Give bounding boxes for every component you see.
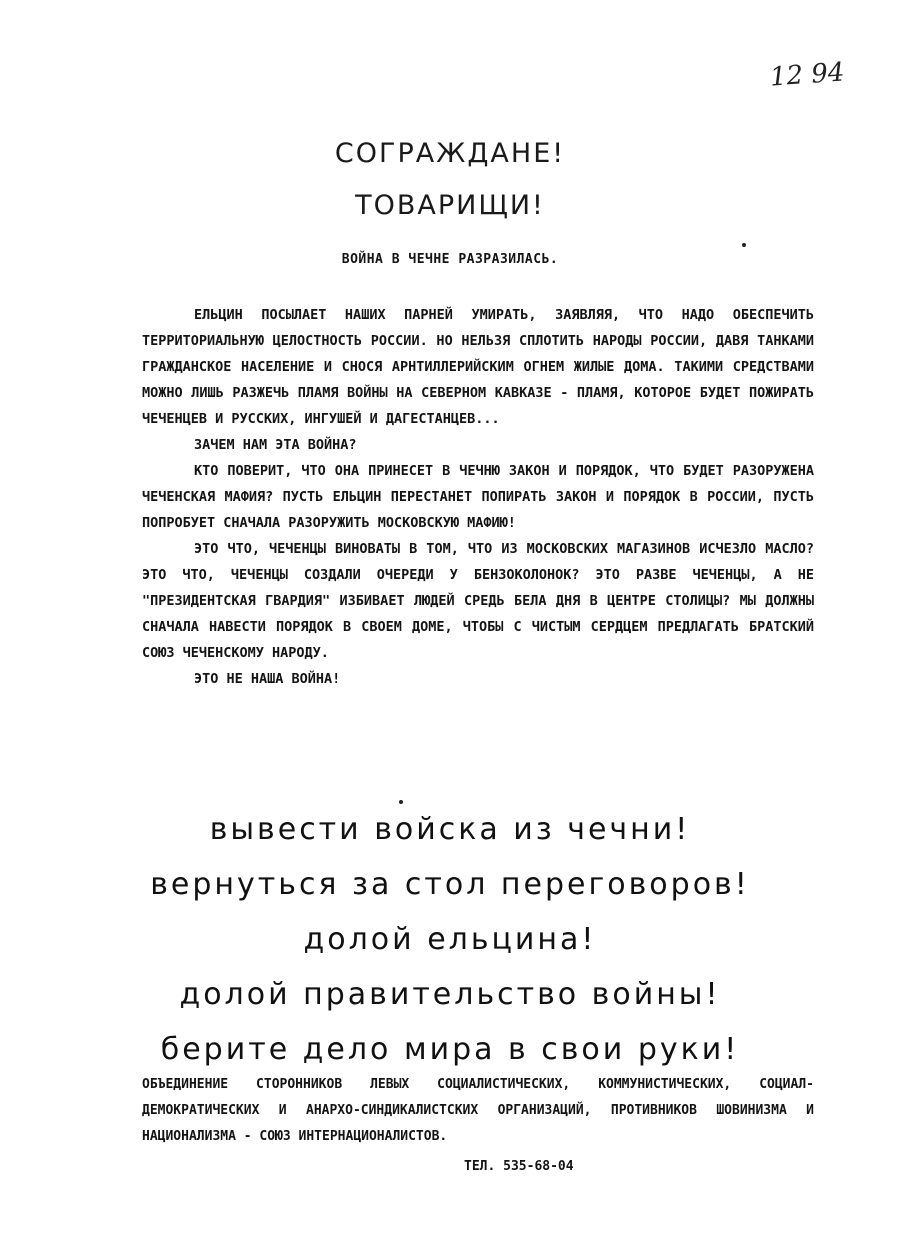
speck-mark <box>742 243 746 247</box>
paragraph: ЕЛЬЦИН ПОСЫЛАЕТ НАШИХ ПАРНЕЙ УМИРАТЬ, ЗАЯВЛЯЯ, ЧТО НАДО ОБЕСПЕЧИТЬ ТЕРРИТОРИАЛЬНУЮ ЦЕЛОСТНОСТЬ РОССИИ. НО НЕЛЬЗЯ СПЛОТИТЬ НАРОДЫ РОССИИ, ДАВЯ ТАНКАМИ ГРАЖДАНСКОЕ НАСЕЛЕНИЕ И СНОСЯ АРНТИЛЛЕРИЙСКИМ ОГНЕМ ЖИЛЫЕ ДОМА. ТАКИМИ СРЕДСТВАМИ МОЖНО ЛИШЬ РАЗЖЕЧЬ ПЛАМЯ ВОЙНЫ НА СЕВЕРНОМ КАВКАЗЕ - ПЛАМЯ, КОТОРОЕ БУДЕТ ПОЖИРАТЬ ЧЕЧЕНЦЕВ И РУССКИХ, ИНГУШЕЙ И ДАГЕСТАНЦЕВ... <box>142 307 814 427</box>
footer <box>142 1072 814 1180</box>
slogan: вывести войска из чечни! <box>209 812 691 847</box>
paragraph: ЗАЧЕМ НАМ ЭТА ВОЙНА? <box>194 437 357 453</box>
slogans-block <box>0 802 900 1077</box>
paragraph: ЭТО НЕ НАША ВОЙНА! <box>194 671 341 687</box>
body-text <box>142 302 814 692</box>
slogan: вернуться за стол переговоров! <box>150 867 750 902</box>
subtitle: ВОЙНА В ЧЕЧНЕ РАЗРАЗИЛАСЬ. <box>341 252 559 267</box>
organization-signature: ОБЪЕДИНЕНИЕ СТОРОННИКОВ ЛЕВЫХ СОЦИАЛИСТИЧЕСКИХ, КОММУНИСТИЧЕСКИХ, СОЦИАЛ-ДЕМОКРАТИЧЕСКИХ И АНАРХО-СИНДИКАЛИСТСКИХ ОРГАНИЗАЦИЙ, ПРОТИВНИКОВ ШОВИНИЗМА И НАЦИОНАЛИЗМА - СОЮЗ ИНТЕРНАЦИОНАЛИСТОВ. <box>142 1077 814 1144</box>
paragraph: КТО ПОВЕРИТ, ЧТО ОНА ПРИНЕСЕТ В ЧЕЧНЮ ЗАКОН И ПОРЯДОК, ЧТО БУДЕТ РАЗОРУЖЕНА ЧЕЧЕНСКАЯ МАФИЯ? ПУСТЬ ЕЛЬЦИН ПЕРЕСТАНЕТ ПОПИРАТЬ ЗАКОН И ПОРЯДОК В РОССИИ, ПУСТЬ ПОПРОБУЕТ СНАЧАЛА РАЗОРУЖИТЬ МОСКОВСКУЮ МАФИЮ! <box>142 463 814 531</box>
slogan: берите дело мира в свои руки! <box>160 1032 740 1067</box>
heading-comrades: ТОВАРИЩИ! <box>355 190 545 221</box>
slogan: долой правительство войны! <box>179 977 721 1012</box>
handwritten-number: 12 94 <box>769 57 846 93</box>
slogan: долой ельцина! <box>303 922 597 957</box>
paragraph: ЭТО ЧТО, ЧЕЧЕНЦЫ ВИНОВАТЫ В ТОМ, ЧТО ИЗ МОСКОВСКИХ МАГАЗИНОВ ИСЧЕЗЛО МАСЛО? ЭТО ЧТО, ЧЕЧЕНЦЫ СОЗДАЛИ ОЧЕРЕДИ У БЕНЗОКОЛОНОК? ЭТО РАЗВЕ ЧЕЧЕНЦЫ, А НЕ "ПРЕЗИДЕНТСКАЯ ГВАРДИЯ" ИЗБИВАЕТ ЛЮДЕЙ СРЕДЬ БЕЛА ДНЯ В ЦЕНТРЕ СТОЛИЦЫ? МЫ ДОЛЖНЫ СНАЧАЛА НАВЕСТИ ПОРЯДОК В СВОЕМ ДОМЕ, ЧТОБЫ С ЧИСТЫМ СЕРДЦЕМ ПРЕДЛАГАТЬ БРАТСКИЙ СОЮЗ ЧЕЧЕНСКОМУ НАРОДУ. <box>142 541 814 661</box>
heading-citizens: СОГРАЖДАНЕ! <box>334 138 566 169</box>
phone-number: ТЕЛ. 535-68-04 <box>464 1159 574 1174</box>
